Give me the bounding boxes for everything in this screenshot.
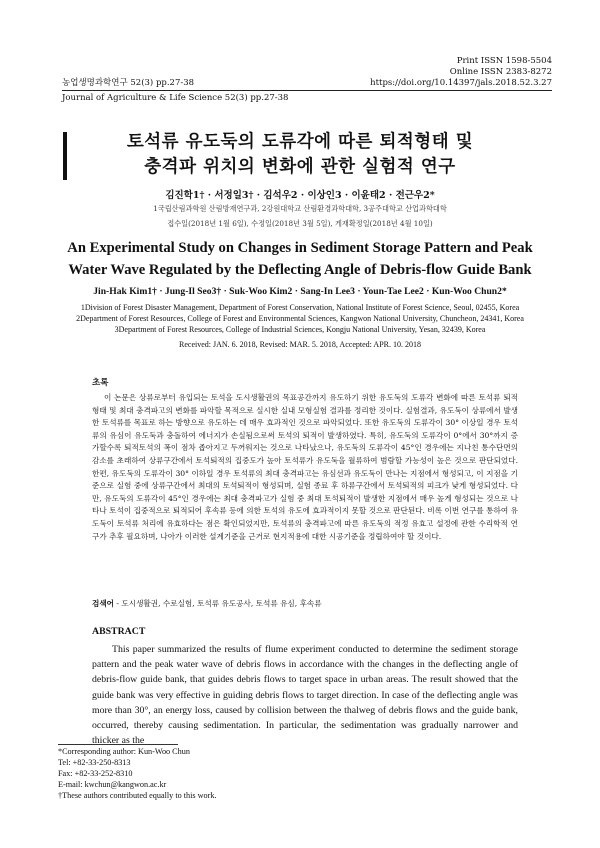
authors-ko: 김진학1† · 서정일3† · 김석우2 · 이상인3 · 이윤태2 · 전근우2* (165, 190, 435, 201)
title-en-line2: Water Wave Regulated by the Deflecting Angle of Debris-flow Guide Bank (68, 262, 532, 278)
journal-en: Journal of Agriculture & Life Science 52(3) pp.27-38 (62, 93, 289, 103)
footnote-corresponding: *Corresponding author: Kun-Woo Chun (58, 747, 190, 756)
abstract-en-body (92, 642, 518, 748)
abstract-en-heading: ABSTRACT (92, 626, 146, 637)
title-ko-line2: 충격파 위치의 변화에 관한 실험적 연구 (144, 157, 456, 177)
abstract-ko-body (92, 392, 518, 543)
title-ko-line1: 토석류 유도둑의 도류각에 따른 퇴적형태 및 (126, 132, 474, 152)
keywords-ko (92, 598, 518, 609)
keywords-ko-label: 검색어 (92, 599, 115, 608)
doi-link[interactable]: https://doi.org/10.14397/jals.2018.52.3.27 (370, 78, 552, 88)
footnote-tel: Tel: +82-33-250-8313 (58, 758, 131, 767)
footnote-equal-contribution: †These authors contributed equally to this work. (58, 791, 217, 800)
abstract-ko-text: 이 논문은 상류로부터 유입되는 토석을 도시생활권의 목표공간까지 유도하기 위한 유도둑의 도류각 변화에 따른 토석류 퇴적형태 및 최대 충격파고의 변화를 파악할 목적으로 실시한 실내 모형실험 결과를 정리한 것이다. 실험결과, 유도둑이 상류에서 발생한 토석류를 목표로 하는 방향으로 유도하는 데 매우 효과적인 것으로 파악되었다. 또한 유도둑의 도류각이 30° 이상일 경우 토석류의 유심이 유도둑과 충돌하여 에너지가 손실됨으로써 토석의 퇴적이 발생하였다. 특히, 유도둑의 도류각이 0°에서 30°까지 증가할수록 퇴적토석의 폭이 점차 좁아지고 두꺼워지는 것으로 나타났으나, 유도둑의 도류각이 45°인 경우에는 지나친 통수단면의 감소를 초래하여 상류구간에서 토석퇴적의 집중도가 높아 토석류가 유도둑을 월류하여 범람할 가능성이 높은 것으로 판단되었다. 한편, 유도둑의 도류각이 30° 이하일 경우 토석류의 최대 충격파고는 유심선과 유도둑이 만나는 지점에서 형성되고, 이 지점을 기준으로 실험 중에 상류구간에서 최대의 토석퇴적이 형성되며, 실험 종료 후 하류구간에서 토석퇴적의 피크가 낮게 형성되었다. 다만, 유도둑의 도류각이 45°인 경우에는 최대 충격파고가 실험 중 최대 토석퇴적이 발생한 지점에서 매우 높게 형성되는 것으로 나타나 토석이 집중적으로 퇴적되어 후속류 등에 의한 토석의 유도에 효과적이지 못할 것으로 판단된다. 비록 이번 연구를 통하여 유도둑이 토석류 처리에 유효하다는 점은 확인되었지만, 토석류의 충격파고에 따른 유도둑의 적정 유효고 설정에 관한 수리학적 연구가 추후 필요하며, 나아가 이러한 설계기준을 근거로 현지적용에 대한 시공기준을 정립하여야 할 것이다. (92, 393, 518, 541)
journal-ko: 농업생명과학연구 52(3) pp.27-38 (62, 78, 195, 88)
affiliations-ko: 1국립산림과학원 산림방재연구과, 2강원대학교 산림환경과학대학, 3공주대학교 산업과학대학 (153, 204, 447, 213)
print-issn: Print ISSN 1598-5504 (456, 56, 552, 66)
header-rule (62, 90, 552, 91)
affiliation-en-2: 2Department of Forest Resources, College of Forest and Environmental Sciences, Kangwon National University, Chuncheon, 24341, Korea (76, 314, 524, 323)
abstract-en-text: This paper summarized the results of flume experiment conducted to determine the sediment storage pattern and the peak water wave of debris flows in accordance with the changes in the deflecting angle of debris-flow guide bank, that guides debris flows to target space in urban areas. The result showed that the guide bank was very effective in guiding debris flows to target direction. In case of the deflecting angle was more than 30°, an energy loss, caused by collision between the thalweg of debris flows and the guide bank, occurred, thereby causing sedimentation. In particular, the sedimentation was gradually narrower and thicker as the (92, 644, 518, 747)
abstract-ko-heading: 초록 (92, 378, 109, 388)
affiliation-en-3: 3Department of Forest Resources, College of Industrial Sciences, Kongju National University, Yesan, 32439, Korea (114, 325, 486, 334)
online-issn: Online ISSN 2383-8272 (449, 67, 552, 77)
footnote-email[interactable]: E-mail: kwchun@kangwon.ac.kr (58, 780, 167, 789)
authors-en: Jin-Hak Kim1† · Jung-Il Seo3† · Suk-Woo Kim2 · Sang-In Lee3 · Youn-Tae Lee2 · Kun-Woo Chun2* (93, 286, 507, 297)
footnote-rule (58, 744, 178, 745)
affiliation-en-1: 1Division of Forest Disaster Management, Department of Forest Conservation, National Institute of Forest Science, Seoul, 02455, Korea (80, 303, 520, 312)
title-en-line1: An Experimental Study on Changes in Sediment Storage Pattern and Peak (67, 240, 533, 256)
footnote-fax: Fax: +82-33-252-8310 (58, 769, 133, 778)
dates-en: Received: JAN. 6. 2018, Revised: MAR. 5. 2018, Accepted: APR. 10. 2018 (179, 340, 421, 349)
keywords-ko-text: - 도시생활권, 수로실험, 토석류 유도공사, 토석류 유심, 후속류 (114, 599, 322, 608)
dates-ko: 접수일(2018년 1월 6일), 수정일(2018년 3월 5일), 게재확정일(2018년 4월 10일) (167, 219, 433, 228)
